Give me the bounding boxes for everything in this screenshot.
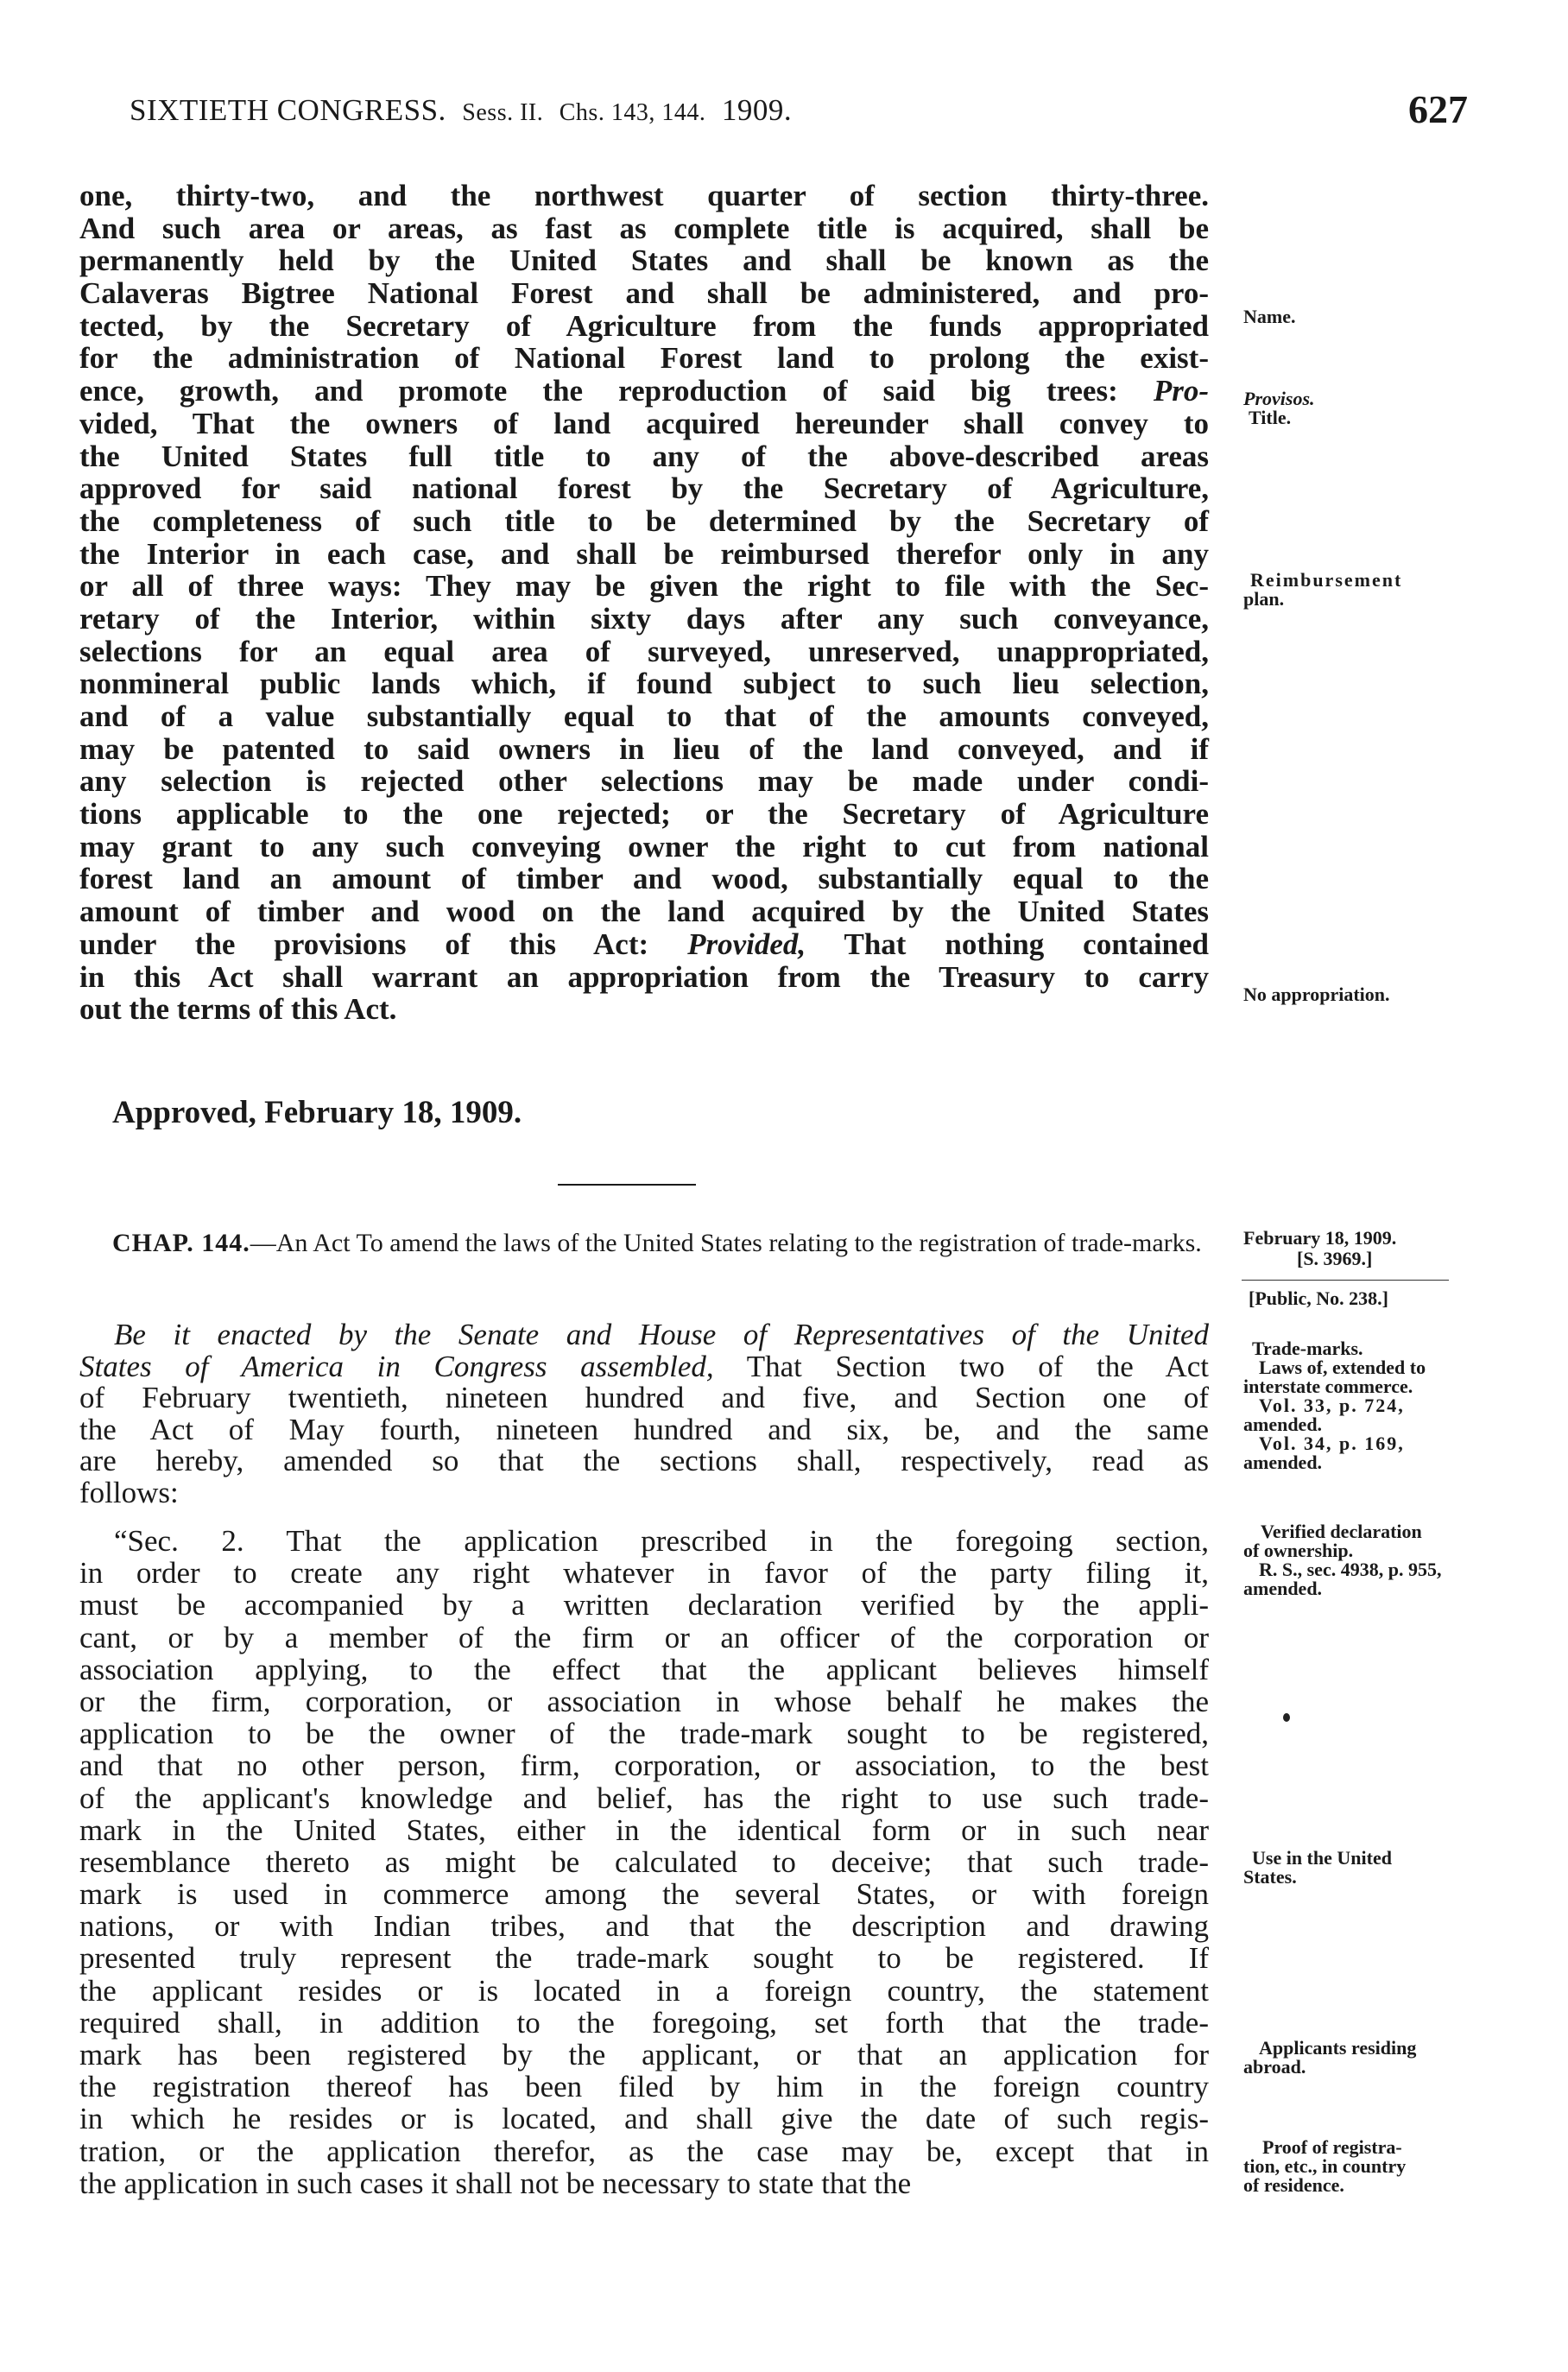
text-line: any selection is rejected other selections may be made under condi- — [79, 764, 1209, 799]
enacting-clause — [79, 1319, 1209, 1509]
margin-note-verified-2: of ownership. — [1243, 1540, 1354, 1561]
text-line — [79, 375, 1209, 408]
margin-note-name: Name. — [1243, 306, 1296, 327]
header-title: SIXTIETH CONGRESS. — [130, 93, 446, 127]
text-line: resemblance thereto as might be calculated to deceive; that such trade- — [79, 1844, 1209, 1879]
text-line: the applicant resides or is located in a foreign country, the statement — [79, 1973, 1209, 2008]
stray-mark — [1283, 1713, 1290, 1722]
text-segment: That nothing contained — [844, 927, 1210, 961]
running-header — [130, 87, 1468, 145]
text-line: tected, by the Secretary of Agriculture from the funds appropriated — [79, 308, 1209, 343]
text-line: vided, That the owners of land acquired hereunder shall convey to — [79, 406, 1209, 440]
margin-note-use-1: Use in the United — [1252, 1847, 1392, 1869]
text-line: are hereby, amended so that the sections shall, respectively, read as — [79, 1444, 1209, 1477]
margin-note-public: [Public, No. 238.] — [1249, 1287, 1388, 1309]
text-line: of the applicant's knowledge and belief, has the right to use such trade- — [79, 1781, 1209, 1815]
margin-note-provisos: Provisos. — [1243, 388, 1315, 409]
margin-note-amended-1: amended. — [1243, 1414, 1323, 1435]
text-line: nations, or with Indian tribes, and that the description and drawing — [79, 1909, 1209, 1944]
provided-italic: Provided, — [687, 927, 806, 961]
text-line: one, thirty-two, and the northwest quarter of section thirty-three. — [79, 179, 1209, 212]
text-segment: That Section two of the Act — [746, 1349, 1210, 1383]
text-line: tration, or the application therefor, as the case may be, except that in — [79, 2134, 1209, 2168]
provided-italic: Pro- — [1153, 374, 1210, 408]
running-title — [130, 93, 792, 128]
text-line: follows: — [79, 1475, 179, 1509]
text-line: in order to create any right whatever in favor of the party filing it, — [79, 1556, 1209, 1591]
margin-note-reimbursement: Reimbursement — [1250, 569, 1403, 591]
text-line: and that no other person, firm, corporation, or association, to the best — [79, 1749, 1209, 1783]
header-year: 1909. — [721, 93, 793, 127]
text-line: may be patented to said owners in lieu of the land conveyed, and if — [79, 731, 1209, 766]
chapter-144-heading — [112, 1229, 1209, 1257]
text-line: in which he resides or is located, and shall give the date of such regis- — [79, 2102, 1209, 2136]
text-line: the registration thereof has been filed by him in the foreign country — [79, 2070, 1209, 2104]
margin-note-amended-2: amended. — [1243, 1452, 1323, 1473]
margin-note-amended-3: amended. — [1243, 1578, 1323, 1599]
text-line: forest land an amount of timber and wood, substantially equal to the — [79, 862, 1209, 896]
text-line: presented truly represent the trade-mark sought to be registered. If — [79, 1941, 1209, 1976]
margin-note-bill: [S. 3969.] — [1297, 1248, 1373, 1269]
chapter-143-text — [79, 180, 1209, 1026]
section-2-text — [79, 1525, 1209, 2199]
margin-note-verified-1: Verified declaration — [1261, 1521, 1422, 1542]
text-segment: ence, growth, and promote the reproduction of said big trees: — [79, 374, 1118, 408]
margin-bracket-rule — [1242, 1280, 1449, 1281]
margin-note-interstate: interstate commerce. — [1243, 1376, 1413, 1397]
text-line: and of a value substantially equal to that of the amounts conveyed, — [79, 699, 1209, 733]
approval-line: Approved, February 18, 1909. — [112, 1095, 522, 1130]
margin-note-proof-3: of residence. — [1243, 2174, 1344, 2196]
text-line: amount of timber and wood on the land acquired by the United States — [79, 895, 1209, 929]
text-line: approved for said national forest by the Secretary of Agriculture, — [79, 471, 1209, 506]
text-line: the completeness of such title to be determined by the Secretary of — [79, 503, 1209, 538]
margin-note-rs: R. S., sec. 4938, p. 955, — [1259, 1559, 1442, 1580]
text-line: for the administration of National Forest land to prolong the exist- — [79, 341, 1209, 376]
text-line: nonmineral public lands which, if found subject to such lieu selection, — [79, 667, 1209, 701]
text-segment: under the provisions of this Act: — [79, 927, 649, 961]
margin-note-title: Title. — [1249, 407, 1292, 428]
text-line: tions applicable to the one rejected; or the Secretary of Agriculture — [79, 797, 1209, 832]
text-line: may grant to any such conveying owner the right to cut from national — [79, 829, 1209, 863]
margin-note-applicants-2: abroad. — [1243, 2056, 1306, 2078]
margin-note-plan: plan. — [1243, 588, 1285, 610]
chapter-intro: —An Act To amend the laws of the United States relating to the registration of trade-marks. — [250, 1229, 1202, 1257]
margin-note-no-appropriation: No appropriation. — [1243, 984, 1390, 1005]
text-line: or all of three ways: They may be given the right to file with the Sec- — [79, 569, 1209, 604]
text-line: the Interior in each case, and shall be reimbursed therefor only in any — [79, 536, 1209, 571]
text-line: the United States full title to any of the above-described areas — [79, 439, 1209, 473]
text-line: cant, or by a member of the firm or an officer of the corporation or — [79, 1620, 1209, 1654]
margin-note-laws-extended: Laws of, extended to — [1259, 1357, 1426, 1378]
text-line: out the terms of this Act. — [79, 992, 397, 1027]
margin-note-use-2: States. — [1243, 1866, 1297, 1888]
section-divider — [558, 1184, 696, 1186]
text-line: of February twentieth, nineteen hundred and five, and Section one of — [79, 1381, 1209, 1414]
text-line: in this Act shall warrant an appropriation from the Treasury to carry — [79, 959, 1209, 994]
text-line: permanently held by the United States and shall be known as the — [79, 244, 1209, 278]
text-line: mark in the United States, either in the identical form or in such near — [79, 1812, 1209, 1847]
text-line: association applying, to the effect that the applicant believes himself — [79, 1652, 1209, 1686]
margin-note-proof-1: Proof of registra- — [1262, 2136, 1402, 2158]
text-line: application to be the owner of the trade-mark sought to be registered, — [79, 1717, 1209, 1751]
text-line: or the firm, corporation, or association in whose behalf he makes the — [79, 1684, 1209, 1718]
text-line: Calaveras Bigtree National Forest and shall be administered, and pro- — [79, 276, 1209, 311]
text-line: the Act of May fourth, nineteen hundred and six, be, and the same — [79, 1412, 1209, 1446]
margin-note-trademarks: Trade-marks. — [1252, 1338, 1363, 1359]
header-session: Sess. II. — [462, 99, 544, 126]
page-number: 627 — [1408, 87, 1468, 131]
text-line: selections for an equal area of surveyed, unreserved, unappropriated, — [79, 634, 1209, 668]
margin-note-proof-2: tion, etc., in country — [1243, 2155, 1407, 2177]
text-line: And such area or areas, as fast as complete title is acquired, shall be — [79, 211, 1209, 245]
text-line: “Sec. 2. That the application prescribed in the foregoing section, — [114, 1524, 1209, 1558]
header-chapters: Chs. 143, 144. — [559, 99, 706, 126]
text-line: Be it enacted by the Senate and House of Representatives of the United — [114, 1318, 1209, 1351]
text-line: must be accompanied by a written declaration verified by the appli- — [79, 1588, 1209, 1622]
margin-note-applicants-1: Applicants residing — [1259, 2037, 1417, 2059]
margin-note-vol34: Vol. 34, p. 169, — [1259, 1433, 1405, 1454]
text-line: the application in such cases it shall not be necessary to state that the — [79, 2166, 912, 2200]
text-line: mark has been registered by the applicant, or that an application for — [79, 2038, 1209, 2072]
margin-note-date: February 18, 1909. — [1243, 1227, 1397, 1249]
text-line — [79, 1351, 1209, 1383]
chapter-label: CHAP. 144. — [112, 1229, 250, 1257]
margin-note-vol33: Vol. 33, p. 724, — [1259, 1395, 1405, 1416]
text-line: mark is used in commerce among the several States, or with foreign — [79, 1877, 1209, 1912]
text-line: required shall, in addition to the foregoing, set forth that the trade- — [79, 2005, 1209, 2040]
text-segment: States of America in Congress assembled, — [79, 1349, 714, 1383]
text-line — [79, 928, 1209, 961]
text-line: retary of the Interior, within sixty days after any such conveyance, — [79, 601, 1209, 636]
